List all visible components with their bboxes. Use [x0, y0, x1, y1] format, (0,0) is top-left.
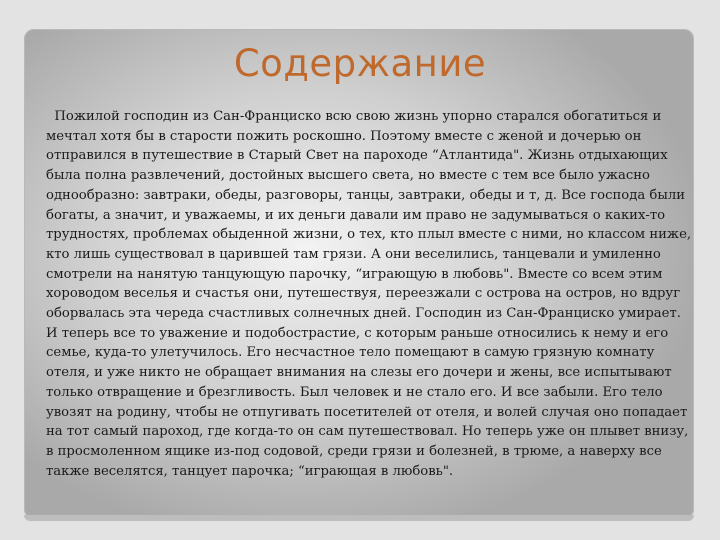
slide-bottom-bar: [24, 515, 694, 521]
text-line: хороводом веселья и счастья они, путешествуя, переезжали с острова на остров, но вдруг: [46, 286, 681, 302]
text-line: трудностях, проблемах обыденной жизни, о тех, кто плыл вместе с ними, но классом ниже,: [46, 227, 692, 243]
text-line: И теперь все то уважение и подобострастие, с которым раньше относились к нему и его: [46, 325, 669, 341]
slide-title: Содержание: [233, 42, 487, 85]
text-line: на тот самый пароход, где когда-то он сам путешествовал. Но теперь уже он плывет внизу,: [46, 424, 689, 440]
text-line: оборвалась эта череда счастливых солнечных дней. Господин из Сан-Франциско умирает.: [46, 306, 681, 322]
slide-body-text: [46, 107, 692, 481]
text-line: также веселятся, танцует парочка; “играющая в любовь".: [46, 463, 454, 479]
text-line: Пожилой господин из Сан-Франциско всю свою жизнь упорно старался обогатиться и: [46, 109, 662, 124]
text-line: однообразно: завтраки, обеды, разговоры, танцы, завтраки, обеды и т, д. Все господа были: [46, 187, 686, 203]
text-line: была полна развлечений, достойных высшего света, но вместе с тем все было ужасно: [46, 168, 650, 184]
text-line: кто лишь существовал в царившей там грязи. А они веселились, танцевали и умиленно: [46, 246, 661, 262]
text-line: богаты, а значит, и уважаемы, и их деньги давали им право не задумываться о каких-то: [46, 207, 666, 223]
text-line: смотрели на нанятую танцующую парочку, “играющую в любовь". Вместе со всем этим: [46, 266, 663, 282]
text-line: отеля, и уже никто не обращает внимания на слезы его дочери и жены, все испытывают: [46, 365, 672, 381]
text-line: отправился в путешествие в Старый Свет на пароходе “Атлантида". Жизнь отдыхающих: [46, 148, 668, 164]
text-line: в просмоленном ящике из-под содовой, среди грязи и болезней, в трюме, а наверху все: [46, 443, 662, 459]
text-line: только отвращение и брезгливость. Был человек и не стало его. И все забыли. Его тело: [46, 384, 663, 400]
text-line: увозят на родину, чтобы не отпугивать посетителей от отеля, и волей случая оно попадает: [46, 404, 688, 420]
text-line: мечтал хотя бы в старости пожить роскошно. Поэтому вместе с женой и дочерью он: [46, 128, 642, 144]
text-line: семье, куда-то улетучилось. Его несчастное тело помещают в самую грязную комнату: [46, 345, 655, 361]
